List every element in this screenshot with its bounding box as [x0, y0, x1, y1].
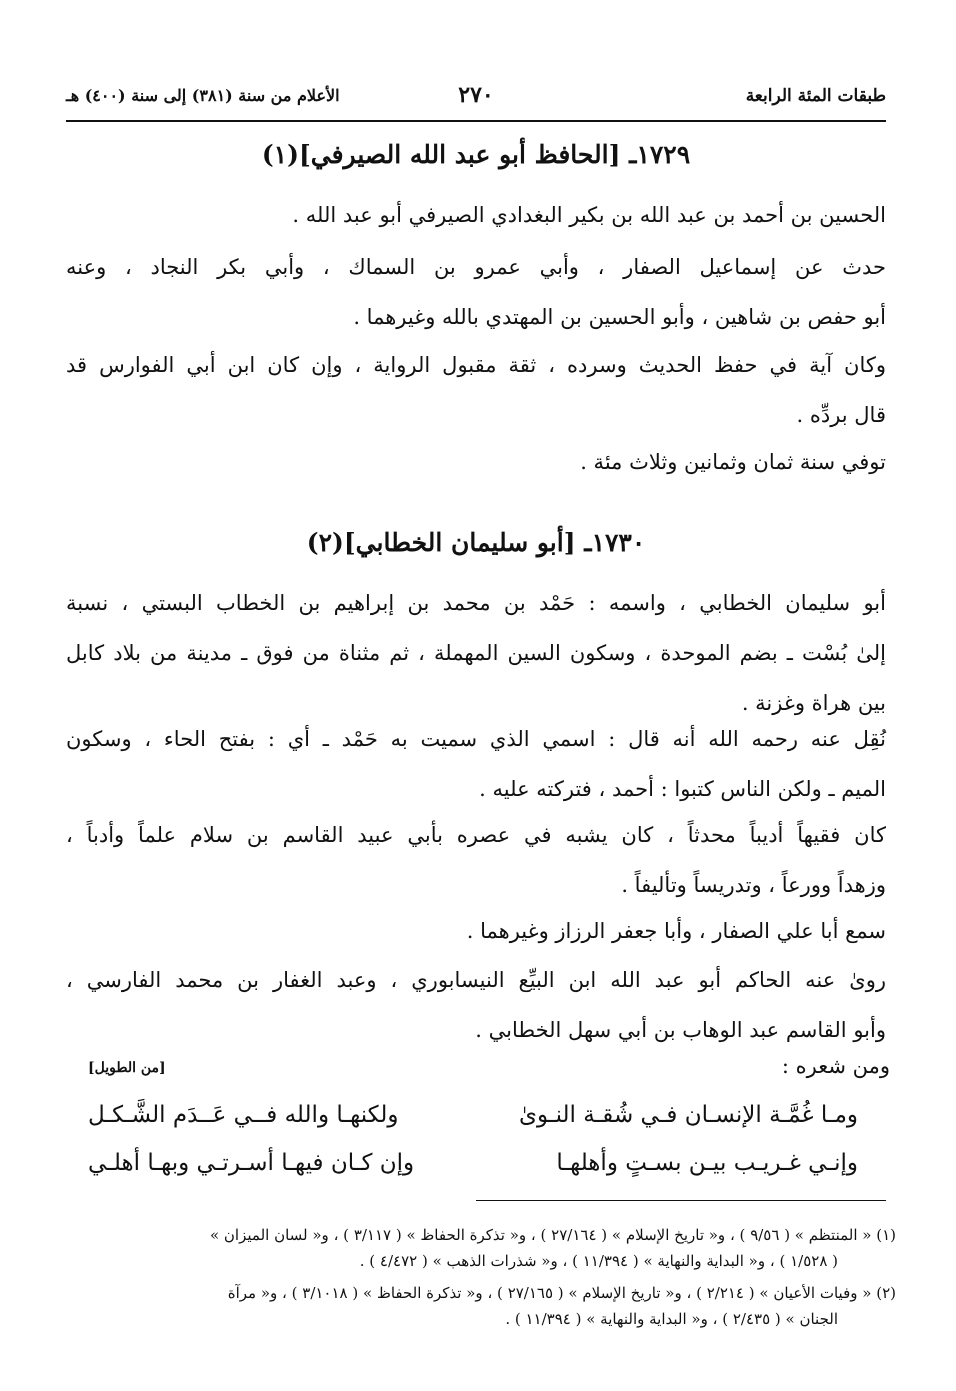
- entry-1729-heading: ١٧٢٩ـ [الحافظ أبو عبد الله الصيرفي](١): [261, 140, 691, 169]
- poem-verse: [66, 1150, 886, 1196]
- text-line: روىٰ عنه الحاكم أبو عبد الله ابن البيِّع النيسابوري ، وعبد الغفار بن محمد الفارسي ،: [66, 968, 886, 992]
- page-number: ٢٧٠: [458, 82, 494, 108]
- text-line: أبو سليمان الخطابي ، واسمه : حَمْد بن محمد بن إبراهيم بن الخطاب البستي ، نسبة: [66, 591, 886, 615]
- text-line: وأبو القاسم عبد الوهاب بن أبي سهل الخطابي .: [475, 1018, 886, 1042]
- text-line: وكان آية في حفظ الحديث وسرده ، ثقة مقبول الرواية ، وإن كان ابن أبي الفوارس قد: [66, 353, 886, 377]
- text-line: سمع أبا علي الصفار ، وأبا جعفر الرزاز وغيرهما .: [466, 919, 886, 943]
- header-rule: [66, 120, 886, 122]
- entry-1729-text: [66, 340, 886, 440]
- entry-1730-text: [66, 810, 886, 910]
- entry-1730-text: [66, 714, 886, 814]
- poem-verse: [66, 1102, 886, 1148]
- entry-1729-text: [66, 437, 886, 487]
- text-line: إلىٰ بُسْت ـ بضم الموحدة ، وسكون السين المهملة ، ثم مثناة من فوق ـ مدينة من بلاد كابل: [66, 641, 886, 665]
- footnote-1: (١) « المنتظم » ( ٩/٥٦ ) ، و« تاريخ الإسلام » ( ٢٧/١٦٤ ) ، و« تذكرة الحفاظ » ( ٣/١١٧ ) ، و« لسان الميزان »: [209, 1226, 896, 1244]
- entry-1729-text: [66, 242, 886, 342]
- poem-intro: ومن شعره :: [781, 1054, 890, 1078]
- text-line: الحسين بن أحمد بن عبد الله بن بكير البغدادي الصيرفي أبو عبد الله .: [292, 203, 886, 227]
- verse-first-hemistich: ومـا غُمَّـة الإنسـان فـي شُقـة النـوىٰ: [518, 1102, 858, 1128]
- text-line: وزهداً وورعاً ، وتدريساً وتأليفاً .: [621, 873, 886, 897]
- text-line: كان فقيهاً أديباً محدثاً ، كان يشبه في عصره بأبي عبيد القاسم بن سلام علماً وأدباً ،: [66, 823, 886, 847]
- text-line: نُقِل عنه رحمه الله أنه قال : اسمي الذي سميت به حَمْد ـ أي : بفتح الحاء ، وسكون: [66, 727, 886, 751]
- poem-meter: [من الطويل]: [88, 1060, 166, 1076]
- entry-1730-text: [66, 578, 886, 728]
- header-range-title: الأعلام من سنة (٣٨١) إلى سنة (٤٠٠) هـ: [66, 86, 340, 105]
- entry-1730-text: [66, 955, 886, 1055]
- footnote-1-cont: ( ١/٥٢٨ ) ، و« البداية والنهاية » ( ١١/٣٩٤ ) ، و« شذرات الذهب » ( ٤/٤٧٢ ) .: [359, 1252, 838, 1270]
- text-line: قال بردِّه .: [796, 403, 886, 427]
- entry-1730-text: [66, 906, 886, 956]
- footnotes: [66, 1222, 896, 1332]
- header-section-title: طبقات المئة الرابعة: [745, 86, 886, 106]
- running-header: [66, 82, 886, 116]
- text-line: توفي سنة ثمان وثمانين وثلاث مئة .: [580, 450, 886, 474]
- footnote-rule: [476, 1200, 886, 1201]
- verse-second-hemistich: وإن كـان فيهـا أسـرتـي وبهـا أهلـي: [88, 1150, 415, 1176]
- text-line: حدث عن إسماعيل الصفار ، وأبي عمرو بن السماك ، وأبي بكر النجاد ، وعنه: [66, 255, 886, 279]
- text-line: بين هراة وغزنة .: [741, 691, 886, 715]
- text-line: أبو حفص بن شاهين ، وأبو الحسين بن المهتدي بالله وغيرهما .: [353, 305, 886, 329]
- footnote-2-cont: الجنان » ( ٢/٤٣٥ ) ، و« البداية والنهاية » ( ١١/٣٩٤ ) .: [505, 1310, 838, 1328]
- footnote-2: (٢) « وفيات الأعيان » ( ٢/٢١٤ ) ، و« تاريخ الإسلام » ( ٢٧/١٦٥ ) ، و« تذكرة الحفاظ » ( ٣/١٠١٨ ) ، و« مرآة: [227, 1284, 896, 1302]
- verse-first-hemistich: وإنـي غـريـب بيـن بسـتٍ وأهلهـا: [556, 1150, 858, 1176]
- text-line: الميم ـ ولكن الناس كتبوا : أحمد ، فتركته عليه .: [479, 777, 886, 801]
- verse-second-hemistich: ولكنهـا والله فــي عَــدَم الشَّـكـل: [88, 1102, 399, 1128]
- entry-1730-heading: ١٧٣٠ـ [أبو سليمان الخطابي](٢): [306, 528, 646, 557]
- entry-1729-text: [66, 190, 886, 240]
